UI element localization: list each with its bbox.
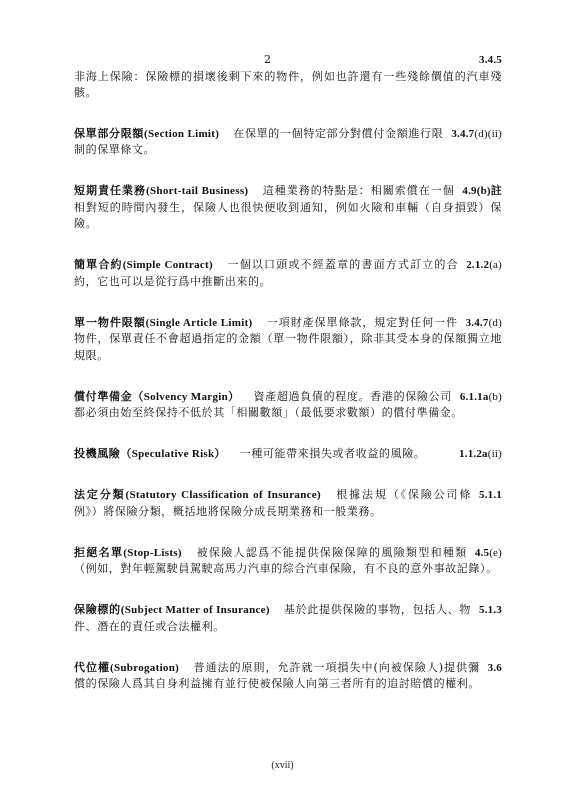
entry-definition: 被保險人認爲不能提供保險保障的風險類型和種類（例如，對年輕駕駛員駕駛高馬力汽車的綜合汽車保險，有不良的意外事故記錄）。 xyxy=(74,545,498,575)
glossary-entry-section-limit xyxy=(74,126,502,159)
entry-term: 投機風險（Speculative Risk） xyxy=(74,447,226,460)
section-reference: 3.4.5 xyxy=(479,54,502,66)
entry-definition: 在保單的一個特定部分對償付金額進行限制的保單條文。 xyxy=(74,126,444,156)
page-number: (xvii) xyxy=(271,760,294,771)
entry-definition: 這種業務的特點是：相關索償在一個相對短的時間內發生，保險人也很快便收到通知，例如火險和車輛（自身損毀）保險。 xyxy=(74,184,502,230)
entry-term: 短期責任業務(Short-tail Business) xyxy=(74,184,249,197)
section-reference: 5.1.3 xyxy=(479,604,502,616)
entry-term: 法定分類(Statutory Classification of Insurance) xyxy=(74,488,321,501)
entry-definition: 一項財產保單條款，規定對任何一件物件，保單責任不會超過指定的金額（單一物件限額），除非其受本身的保額獨立地規限。 xyxy=(74,315,502,362)
glossary-entry-subrogation xyxy=(74,660,502,693)
entry-term: 保單部分限額(Section Limit) xyxy=(74,126,220,140)
entry-term: 簡單合約(Simple Contract) xyxy=(74,258,213,271)
glossary-entry-continuation xyxy=(74,52,502,102)
glossary-entry-speculative-risk xyxy=(74,446,502,463)
glossary-list xyxy=(74,52,502,717)
section-reference: 4.5(e) xyxy=(474,546,502,559)
section-reference: 1.1.2a(ii) xyxy=(459,448,502,460)
entry-term: 單一物件限額(Single Article Limit) xyxy=(74,315,253,329)
glossary-entry-stop-lists xyxy=(74,545,502,578)
entry-definition: 一種可能帶來損失或者收益的風險。 xyxy=(239,447,426,460)
section-reference: 3.4.7(d) xyxy=(465,316,502,329)
glossary-entry-single-article-limit xyxy=(74,315,502,365)
entry-definition: 資產超過負債的程度。香港的保險公司都必須由始至終保持不低於其「相關數額」（最低要求數額）的償付準備金。 xyxy=(74,389,463,419)
section-reference: 3.4.7(d)(ii) xyxy=(451,127,502,140)
entry-definition: 根據法規（《保險公司條例》）將保險分類，概括地將保險分成長期業務和一般業務。 xyxy=(74,488,471,518)
glossary-entry-simple-contract xyxy=(74,257,502,290)
glossary-entry-solvency-margin xyxy=(74,389,502,422)
entry-definition: 普通法的原則，允許就一項損失中(向被保險人)提供彌償的保險人爲其自身利益擁有並行使被保險人向第三者所有的追討賠償的權利。 xyxy=(74,660,480,690)
glossary-entry-statutory-classification xyxy=(74,487,502,520)
entry-definition: 基於此提供保險的事物，包括人、物件、潛在的責任或合法權利。 xyxy=(74,603,471,633)
section-reference: 4.9(b)註 xyxy=(462,185,502,197)
section-reference: 2.1.2(a) xyxy=(466,259,502,271)
entry-term: 償付準備金（Solvency Margin） xyxy=(74,389,240,403)
entry-term: 代位權(Subrogation) xyxy=(74,660,180,674)
entry-term: 保險標的(Subject Matter of Insurance) xyxy=(74,603,270,616)
entry-definition: 2 非海上保險：保險標的損壞後剩下來的物件，例如也許還有一些殘餘價值的汽車殘骸。 xyxy=(74,53,502,99)
section-reference: 5.1.1 xyxy=(479,489,502,501)
glossary-entry-subject-matter-of-insurance xyxy=(74,602,502,635)
entry-term: 拒絕名單(Stop-Lists) xyxy=(74,545,182,559)
glossary-entry-short-tail-business xyxy=(74,183,502,233)
section-reference: 3.6 xyxy=(487,661,502,674)
entry-definition: 一個以口頭或不經蓋章的書面方式訂立的合約，它也可以是從行爲中推斷出來的。 xyxy=(74,258,459,288)
section-reference: 6.1.1a(b) xyxy=(459,390,502,403)
